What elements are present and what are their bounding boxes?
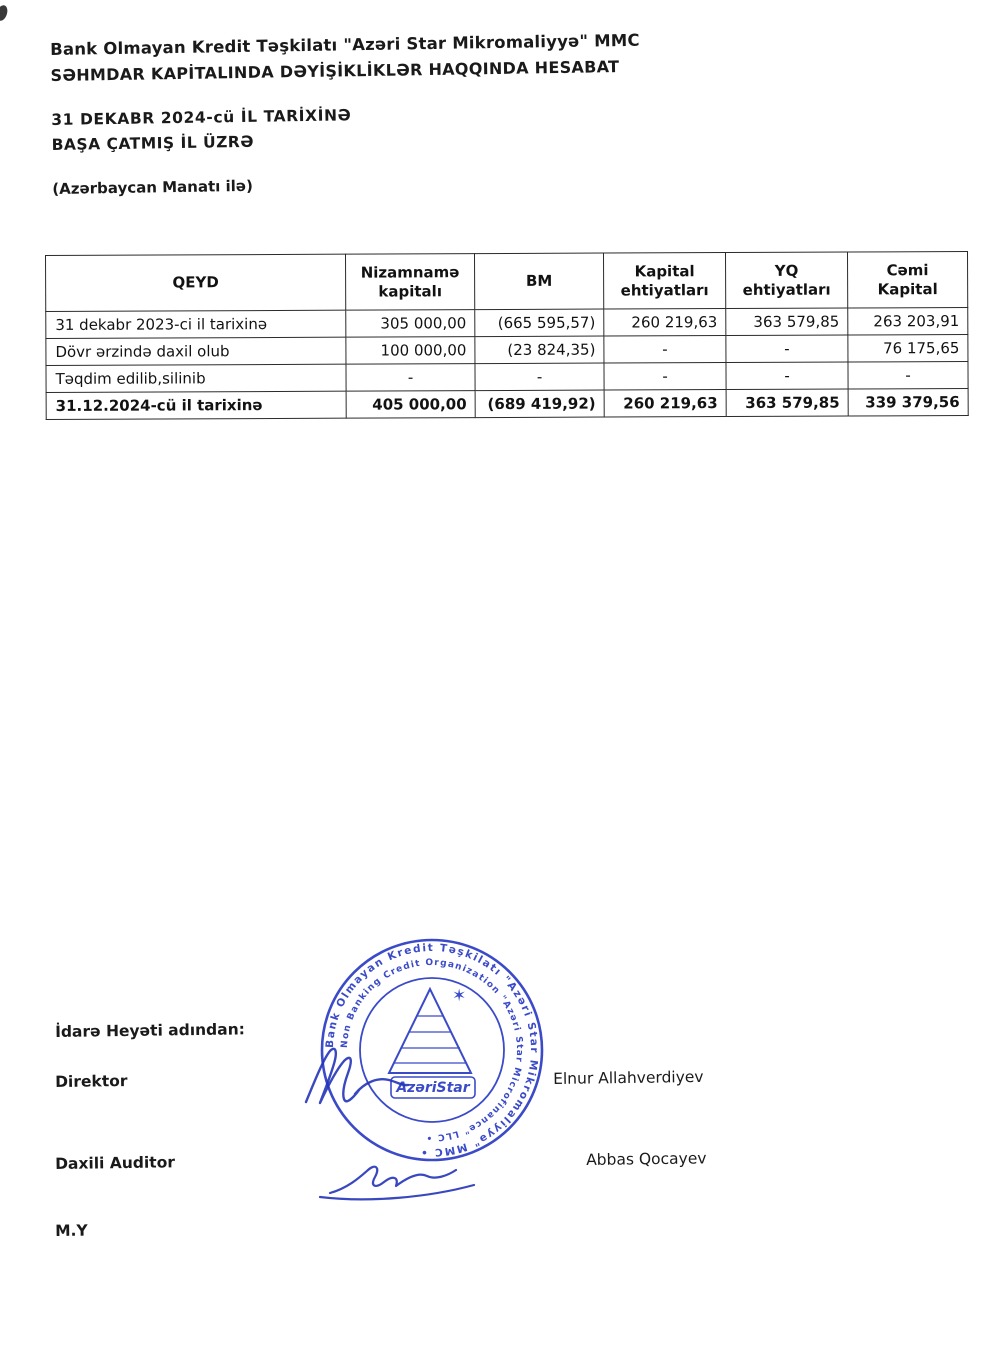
auditor-name: Abbas Qocayev [586,1149,707,1169]
table-cell: 305 000,00 [346,310,475,338]
currency-note: (Azərbaycan Manatı ilə) [52,176,254,198]
equity-table [45,251,969,420]
stamp-brand-text: AzəriStar [396,1080,470,1096]
report-title: SƏHMDAR KAPİTALINDA DƏYİŞİKLİKLƏR HAQQINDA HESABAT [50,57,620,85]
table-cell: 260 219,63 [604,390,726,418]
col-header-kapital-ehtiyatlari: Kapital ehtiyatları [603,253,725,310]
table-cell: 263 203,91 [848,307,968,335]
scan-artifact [0,4,9,22]
equity-table-wrapper [45,251,968,420]
board-behalf-label: İdarə Heyəti adından: [55,1020,246,1041]
table-cell: - [604,336,726,364]
table-cell: - [346,364,475,392]
col-header-yq-ehtiyatlari: YQ ehtiyatları [725,252,847,309]
table-cell: - [726,362,848,390]
director-label: Direktor [55,1071,128,1091]
row-label: 31 dekabr 2023-ci il tarixinə [46,310,346,338]
table-cell: - [726,335,848,363]
auditor-label: Daxili Auditor [55,1153,176,1173]
table-cell: 260 219,63 [604,309,726,337]
col-header-bm: BM [474,253,603,310]
seal-mark-label: M.Y [55,1221,88,1240]
table-cell: 363 579,85 [726,389,848,417]
table-cell: 363 579,85 [726,308,848,336]
company-stamp [297,915,567,1185]
table-cell: - [604,363,726,391]
document-header [50,28,812,198]
table-row [46,334,968,365]
svg-text:Non Banking Credit Organizatio [340,958,524,1142]
row-label: Dövr ərzində daxil olub [46,337,346,365]
report-date-line: 31 DEKABR 2024-cü İL TARİXİNƏ [51,106,352,129]
stamp-star-icon: ✶ [452,986,467,1006]
table-row-total [46,388,968,419]
table-cell: (665 595,57) [475,309,604,337]
table-cell: - [848,361,968,389]
director-name: Elnur Allahverdiyev [553,1067,704,1088]
col-header-nizamname: Nizamnamə kapitalı [345,254,474,311]
svg-text:Bank Olmayan Kredit Təşkilatı [324,942,540,1158]
row-label: Təqdim edilib,silinib [46,364,346,392]
col-header-cemi-kapital: Cəmi Kapital [847,251,967,308]
company-name: Bank Olmayan Kredit Təşkilatı "Azəri Star Mikromaliyyə" MMC [50,30,640,59]
table-cell: (689 419,92) [475,390,604,418]
table-cell: 100 000,00 [346,337,475,365]
table-cell: - [475,363,604,391]
period-line: BAŞA ÇATMIŞ İL ÜZRƏ [51,132,255,154]
table-header-row [46,251,968,311]
table-cell: (23 824,35) [475,336,604,364]
row-label: 31.12.2024-cü il tarixinə [46,391,346,419]
stamp-inner-ring-text: Non Banking Credit Organization "Azəri Star Microfinance" LLC • [339,957,525,1143]
table-row [46,361,968,392]
table-cell: 339 379,56 [848,388,968,416]
table-cell: 405 000,00 [346,391,475,419]
stamp-brand-banner [391,1077,475,1098]
table-row [46,307,968,338]
col-header-qeyd: QEYD [46,254,346,311]
table-cell: 76 175,65 [848,334,968,362]
stamp-outer-ring-text: Bank Olmayan Kredit Təşkilatı "Azəri Star Mikromaliyyə" MMC • [323,941,541,1159]
